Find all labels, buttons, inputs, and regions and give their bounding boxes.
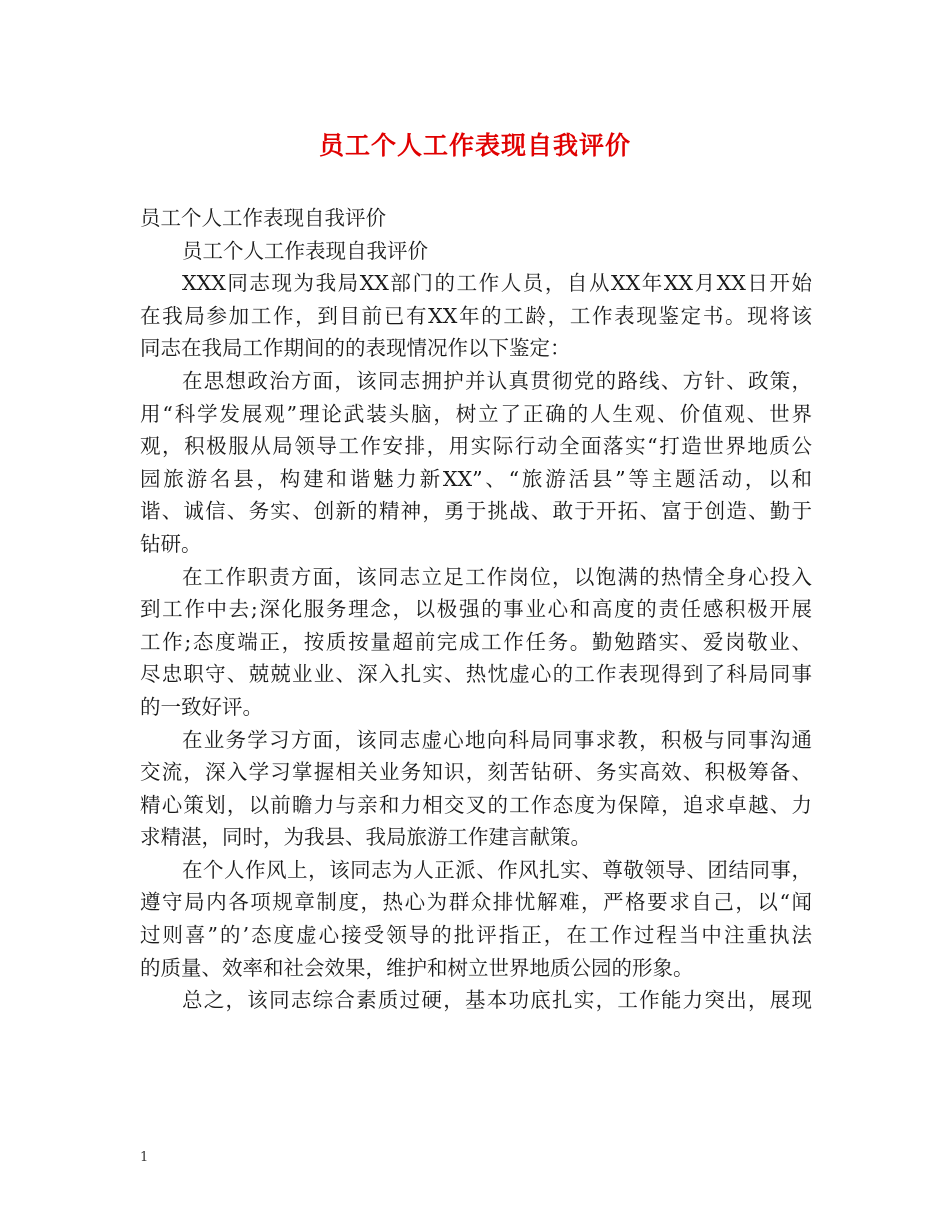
paragraph-5-line-3: 过则喜”的’态度虚心接受领导的批评指正，在工作过程当中注重执法 (140, 923, 812, 948)
paragraph-3-line-1: 在工作职责方面，该同志立足工作岗位，以饱满的热情全身心投入 (182, 564, 812, 589)
document-subheading: 员工个人工作表现自我评价 (182, 238, 428, 263)
page-number: 1 (140, 1150, 149, 1165)
paragraph-5-line-4: 的质量、效率和社会效果，维护和树立世界地质公园的形象。 (140, 955, 694, 980)
paragraph-5-line-2: 遵守局内各项规章制度，热心为群众排忧解难，严格要求自己，以“闻 (140, 890, 812, 915)
paragraph-6-line-1: 总之，该同志综合素质过硬，基本功底扎实，工作能力突出，展现 (182, 988, 812, 1013)
paragraph-1-line-3: 同志在我局工作期间的的表现情况作以下鉴定： (140, 336, 571, 361)
document-title: 员工个人工作表现自我评价 (318, 131, 631, 160)
document-heading: 员工个人工作表现自我评价 (140, 206, 386, 230)
paragraph-4-line-4: 求精湛，同时，为我县、我局旅游工作建言献策。 (140, 825, 591, 850)
paragraph-2-line-1: 在思想政治方面，该同志拥护并认真贯彻党的路线、方针、政策， (182, 368, 812, 393)
paragraph-2-line-6: 钻研。 (140, 531, 202, 556)
document-body (140, 202, 812, 1017)
paragraph-2-line-5: 谐、诚信、务实、创新的精神，勇于挑战、敢于开拓、富于创造、勤于 (140, 499, 812, 524)
paragraph-4-line-1: 在业务学习方面，该同志虚心地向科局同事求教，积极与同事沟通 (182, 727, 812, 752)
paragraph-2-line-3: 观，积极服从局领导工作安排，用实际行动全面落实“打造世界地质公 (140, 434, 812, 459)
paragraph-4-line-2: 交流，深入学习掌握相关业务知识，刻苦钻研、务实高效、积极筹备、 (140, 760, 812, 785)
paragraph-3-line-2: 到工作中去;深化服务理念，以极强的事业心和高度的责任感积极开展 (140, 597, 812, 622)
paragraph-3-line-3: 工作;态度端正，按质按量超前完成工作任务。勤勉踏实、爱岗敬业、 (140, 629, 812, 654)
paragraph-1-line-2: 在我局参加工作，到目前已有XX年的工龄，工作表现鉴定书。现将该 (140, 303, 812, 328)
paragraph-3-line-5: 的一致好评。 (140, 694, 263, 719)
paragraph-3-line-4: 尽忠职守、兢兢业业、深入扎实、热忱虚心的工作表现得到了科局同事 (140, 662, 812, 687)
paragraph-1-line-1: XXX同志现为我局XX部门的工作人员，自从XX年XX月XX日开始 (182, 271, 812, 296)
paragraph-2-line-4: 园旅游名县，构建和谐魅力新XX”、“旅游活县”等主题活动，以和 (140, 466, 812, 491)
paragraph-2-line-2: 用“科学发展观”理论武装头脑，树立了正确的人生观、价值观、世界 (140, 401, 812, 426)
paragraph-4-line-3: 精心策划，以前瞻力与亲和力相交叉的工作态度为保障，追求卓越、力 (140, 792, 812, 817)
paragraph-5-line-1: 在个人作风上，该同志为人正派、作风扎实、尊敬领导、团结同事， (182, 857, 812, 882)
